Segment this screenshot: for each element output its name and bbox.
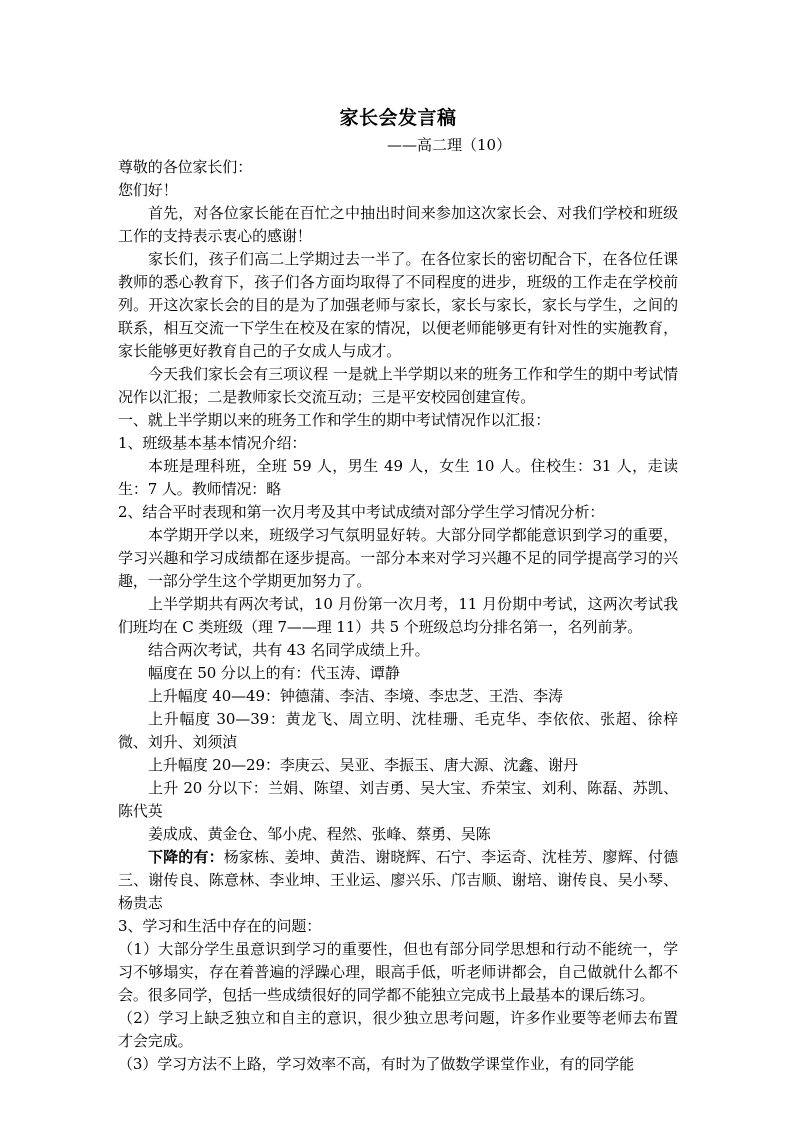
problem-item-2: （2）学习上缺乏独立和自主的意识，很少独立思考问题，许多作业要等老师去布置才会完成。 bbox=[118, 1009, 678, 1050]
document-page bbox=[118, 102, 678, 1076]
paragraph-intro: 家长们，孩子们高二上学期过去一半了。在各位家长的密切配合下，在各位任课教师的悉心教育下，孩子们各方面均取得了不同程度的进步，班级的工作走在学校前列。开这次家长会的目的是为了加强老师与家长，家长与家长，家长与学生，之间的联系，相互交流一下学生在校及在家的情况，以便老师能够更有针对性的实施教育，家长能够更好教育自己的子女成人与成才。 bbox=[118, 250, 678, 360]
section-heading-1: 一、就上半学期以来的班务工作和学生的期中考试情况作以汇报： bbox=[118, 411, 551, 429]
list-under-20: 上升 20 分以下：兰娟、陈望、刘吉勇、吴大宝、乔荣宝、刘利、陈磊、苏凯、陈代英 bbox=[118, 779, 678, 820]
paragraph-thanks: 首先，对各位家长能在百忙之中抽出时间来参加这次家长会、对我们学校和班级工作的支持表示衷心的感谢！ bbox=[118, 204, 678, 245]
paragraph-combined: 结合两次考试，共有 43 名同学成绩上升。 bbox=[148, 641, 430, 659]
document-title: 家长会发言稿 bbox=[339, 107, 457, 129]
paragraph-agenda: 今天我们家长会有三项议程 一是就上半学期以来的班务工作和学生的期中考试情况作以汇报；二是教师家长交流互动；三是平安校园创建宣传。 bbox=[118, 365, 678, 406]
list-above-50: 幅度在 50 分以上的有：代玉涛、谭静 bbox=[148, 664, 400, 682]
list-range-20-29: 上升幅度 20—29：李庚云、吴亚、李振玉、唐大源、沈鑫、谢丹 bbox=[148, 756, 578, 774]
paragraph-atmosphere: 本学期开学以来，班级学习气氛明显好转。大部分同学都能意识到学习的重要，学习兴趣和学习成绩都在逐步提高。一部分本来对学习兴趣不足的同学提高学习的兴趣，一部分学生这个学期更加努力了。 bbox=[118, 526, 678, 590]
problem-item-1: （1）大部分学生虽意识到学习的重要性，但也有部分同学思想和行动不能统一，学习不够塌实，存在着普遍的浮躁心理，眼高手低，听老师讲都会，自己做就什么都不会。很多同学，包括一些成绩很好的同学都不能独立完成书上最基本的课后练习。 bbox=[118, 940, 678, 1004]
subheading-basic-info: 1、班级基本基本情况介绍： bbox=[118, 434, 307, 452]
declined-label: 下降的有： bbox=[148, 848, 224, 866]
greeting-line: 尊敬的各位家长们： bbox=[118, 158, 253, 176]
paragraph-exams: 上半学期共有两次考试，10 月份第一次月考，11 月份期中考试，这两次考试我们班均在 C 类班级（理 7——理 11）共 5 个班级总均分排名第一，名列前茅。 bbox=[118, 595, 678, 636]
declined-names: 杨家栋、姜坤、黄浩、谢晓辉、石宁、李运奇、沈桂芳、廖辉、付德三、谢传良、陈意林、李业坤、王业运、廖兴乐、邝吉顺、谢培、谢传良、吴小琴、杨贵志 bbox=[118, 848, 678, 912]
list-declined bbox=[118, 846, 678, 915]
document-subtitle: ——高二理（10） bbox=[387, 136, 512, 154]
list-under-20-continued: 姜成成、黄金仓、邹小虎、程然、张峰、蔡勇、吴陈 bbox=[148, 825, 491, 843]
greeting-hello: 您们好！ bbox=[118, 181, 178, 199]
list-range-40-49: 上升幅度 40—49：钟德蒲、李洁、李境、李忠芝、王浩、李涛 bbox=[148, 687, 563, 705]
subheading-analysis: 2、结合平时表现和第一次月考及其中考试成绩对部分学生学习情况分析： bbox=[118, 503, 605, 521]
list-range-30-39: 上升幅度 30—39：黄龙飞、周立明、沈桂珊、毛克华、李依依、张超、徐梓微、刘升、刘须湞 bbox=[118, 710, 678, 751]
problem-item-3: （3）学习方法不上路，学习效率不高，有时为了做数学课堂作业，有的同学能 bbox=[118, 1055, 635, 1073]
subheading-problems: 3、学习和生活中存在的问题： bbox=[118, 917, 322, 935]
paragraph-class-basic: 本班是理科班，全班 59 人，男生 49 人，女生 10 人。住校生：31 人，走读生：7 人。教师情况：略 bbox=[118, 457, 678, 498]
